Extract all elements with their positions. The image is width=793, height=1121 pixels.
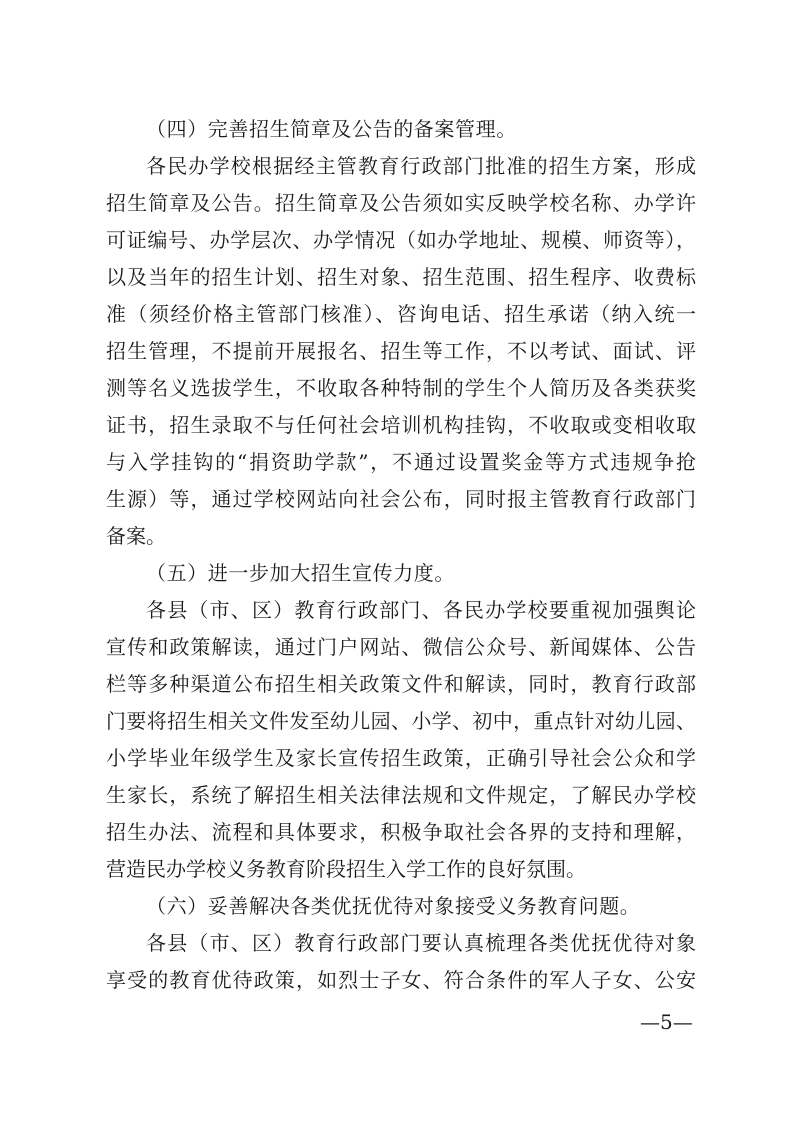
paragraph-line: 可证编号、办学层次、办学情况（如办学地址、规模、师资等），	[106, 228, 696, 252]
paragraph-line: 招生管理，不提前开展报名、招生等工作，不以考试、面试、评	[106, 339, 696, 363]
paragraph-line: 营造民办学校义务教育阶段招生入学工作的良好氛围。	[106, 857, 586, 881]
paragraph-line: 与入学挂钩的“捐资助学款”，不通过设置奖金等方式违规争抢	[106, 450, 696, 474]
paragraph-line: 招生办法、流程和具体要求，积极争取社会各界的支持和理解，	[106, 820, 696, 844]
section-heading-6: （六）妥善解决各类优抚优待对象接受义务教育问题。	[146, 894, 641, 918]
paragraph-line: 宣传和政策解读，通过门户网站、微信公众号、新闻媒体、公告	[106, 635, 696, 659]
paragraph-line: 生家长，系统了解招生相关法律法规和文件规定，了解民办学校	[106, 783, 696, 807]
paragraph-line: 以及当年的招生计划、招生对象、招生范围、招生程序、收费标	[106, 265, 696, 289]
paragraph-line: 门要将招生相关文件发至幼儿园、小学、初中，重点针对幼儿园、	[106, 709, 696, 733]
section-heading-4: （四）完善招生简章及公告的备案管理。	[146, 117, 517, 141]
paragraph-line: 各县（市、区）教育行政部门、各民办学校要重视加强舆论	[146, 598, 696, 622]
paragraph-line: 测等名义选拔学生，不收取各种特制的学生个人简历及各类获奖	[106, 376, 696, 400]
paragraph-line: 准（须经价格主管部门核准）、咨询电话、招生承诺（纳入统一	[106, 302, 696, 326]
paragraph-line: 招生简章及公告。招生简章及公告须如实反映学校名称、办学许	[106, 191, 696, 215]
paragraph-line: 证书，招生录取不与任何社会培训机构挂钩，不收取或变相收取	[106, 413, 696, 437]
paragraph-line: 享受的教育优待政策，如烈士子女、符合条件的军人子女、公安	[106, 968, 696, 992]
paragraph-line: 各县（市、区）教育行政部门要认真梳理各类优抚优待对象	[146, 931, 696, 955]
paragraph-line: 生源）等，通过学校网站向社会公布，同时报主管教育行政部门	[106, 487, 696, 511]
paragraph-line: 小学毕业年级学生及家长宣传招生政策，正确引导社会公众和学	[106, 746, 696, 770]
paragraph-line: 各民办学校根据经主管教育行政部门批准的招生方案，形成	[146, 154, 696, 178]
page-number: —5—	[640, 1010, 693, 1034]
paragraph-line: 备案。	[106, 524, 166, 548]
section-heading-5: （五）进一步加大招生宣传力度。	[146, 561, 455, 585]
paragraph-line: 栏等多种渠道公布招生相关政策文件和解读，同时，教育行政部	[106, 672, 696, 696]
